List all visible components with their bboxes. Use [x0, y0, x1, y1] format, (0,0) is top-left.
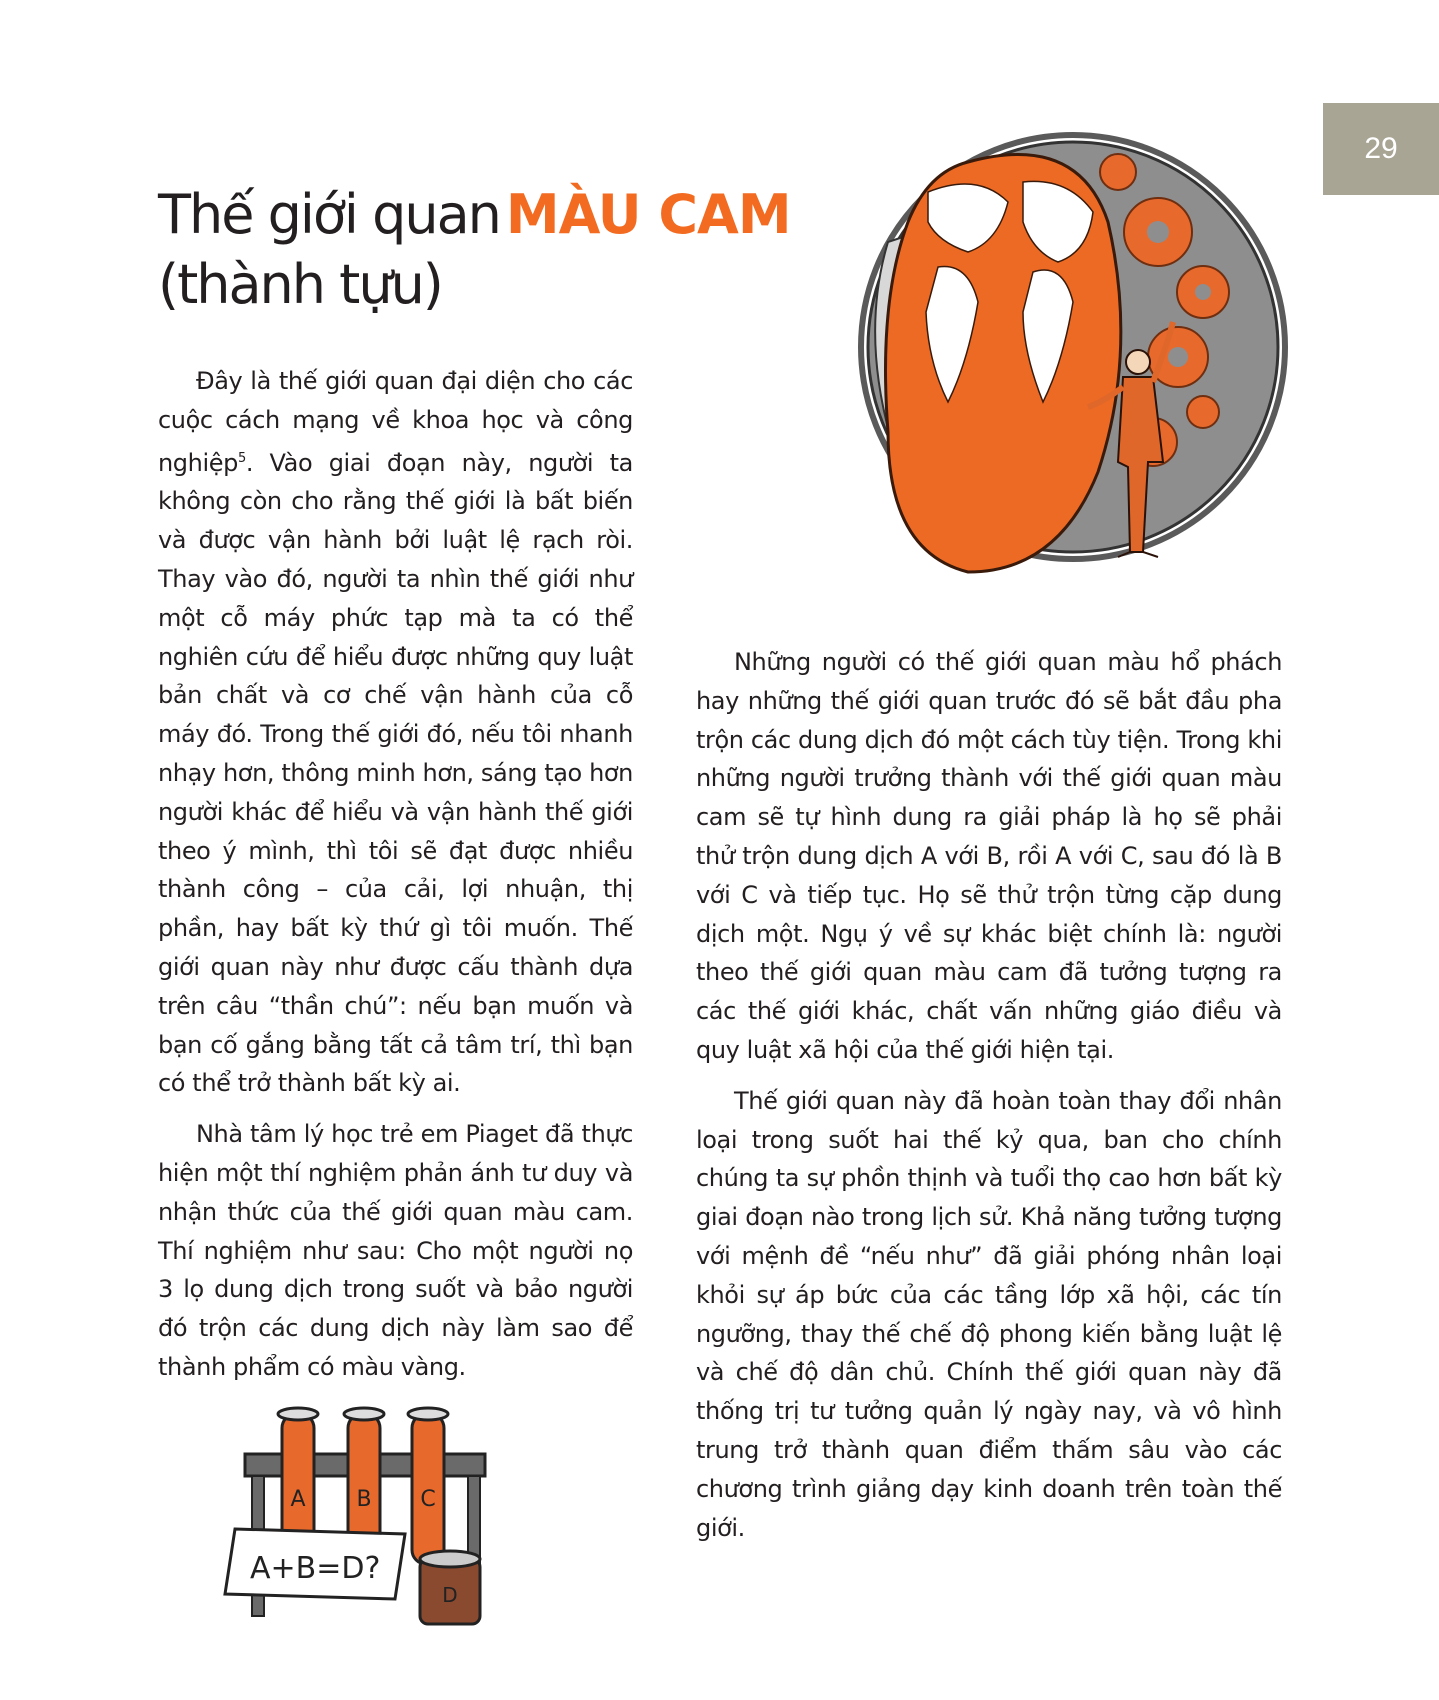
right-paragraph-1: Những người có thế giới quan màu hổ phách hay những thế giới quan trước đó sẽ bắt đầu pha trộn các dung dịch đó một cách tùy tiện. Trong khi những người trưởng thành với thế giới quan màu cam sẽ tự hình dung ra giải pháp là họ sẽ phải thử trộn dung dịch A với B, rồi A với C, sau đó là B với C và tiếp tục. Họ sẽ thử trộn từng cặp dung dịch một. Ngụ ý về sự khác biệt chính là: người theo thế giới quan màu cam đã tưởng tượng ra các thế giới khác, chất vấn những giáo điều và quy luật xã hội của thế giới hiện tại.	[696, 648, 1282, 1064]
tube-label-a: A	[290, 1487, 306, 1512]
jar-icon	[420, 1551, 480, 1624]
left-paragraph-1	[158, 362, 633, 1103]
right-paragraph-2: Thế giới quan này đã hoàn toàn thay đổi nhân loại trong suốt hai thế kỷ qua, ban cho chính chúng ta sự phồn thịnh và tuổi thọ cao hơn bất kỳ giai đoạn nào trong lịch sử. Khả năng tưởng tượng với mệnh đề “nếu như” đã giải phóng nhân loại khỏi sự áp bức của các tầng lớp xã hội, các tín ngưỡng, thay thế chế độ phong kiến bằng luật lệ và chế độ dân chủ. Chính thế giới quan này đã thống trị tư tưởng quản lý ngày nay, và vô hình trung trở thành quan điểm thấm sâu vào các chương trình giảng dạy kinh doanh trên toàn thế giới.	[696, 1086, 1282, 1542]
tube-label-b: B	[356, 1487, 372, 1512]
gear-icon	[1100, 154, 1136, 190]
tube-label-c: C	[420, 1487, 436, 1512]
test-tubes-illustration	[190, 1394, 570, 1650]
equation-text: A+B=D?	[250, 1551, 381, 1586]
page-title	[158, 180, 818, 320]
title-suffix: (thành tựu)	[158, 253, 442, 316]
page-number: 29	[1323, 103, 1439, 195]
left-paragraph-2: Nhà tâm lý học trẻ em Piaget đã thực hiện một thí nghiệm phản ánh tư duy và nhận thức của thế giới quan màu cam. Thí nghiệm như sau: Cho một người nọ 3 lọ dung dịch trong suốt và bảo người đó trộn các dung dịch này làm sao để thành phẩm có màu vàng.	[158, 1120, 633, 1381]
right-column	[696, 643, 1282, 1559]
jar-label: D	[442, 1583, 458, 1607]
left-column	[158, 362, 633, 1399]
gear-icon	[1187, 396, 1219, 428]
title-line-1	[158, 180, 818, 250]
equation-sign	[225, 1529, 405, 1599]
title-prefix: Thế giới quan	[158, 183, 500, 246]
globe-illustration	[818, 102, 1318, 607]
left-p1-text-cont: . Vào giai đoạn này, người ta không còn cho rằng thế giới là bất biến và được vận hành bởi luật lệ rạch ròi. Thay vào đó, người ta nhìn thế giới như một cỗ máy phức tạp mà ta có thể nghiên cứu để hiểu được những quy luật bản chất và cơ chế vận hành của cỗ máy đó. Trong thế giới đó, nếu tôi nhanh nhạy hơn, thông minh hơn, sáng tạo hơn người khác để hiểu và vận hành thế giới theo ý mình, thì tôi sẽ đạt được nhiều thành công – của cải, lợi nhuận, thị phần, hay bất kỳ thứ gì tôi muốn. Thế giới quan này như được cấu thành dựa trên câu “thần chú”: nếu bạn muốn và bạn cố gắng bằng tất cả tâm trí, thì bạn có thể trở thành bất kỳ ai.	[158, 448, 633, 1098]
left-p1-text: Đây là thế giới quan đại diện cho các cuộc cách mạng về khoa học và công nghiệp	[158, 367, 633, 477]
title-highlight: MÀU CAM	[505, 183, 791, 246]
footnote-marker[interactable]: 5	[237, 450, 246, 466]
